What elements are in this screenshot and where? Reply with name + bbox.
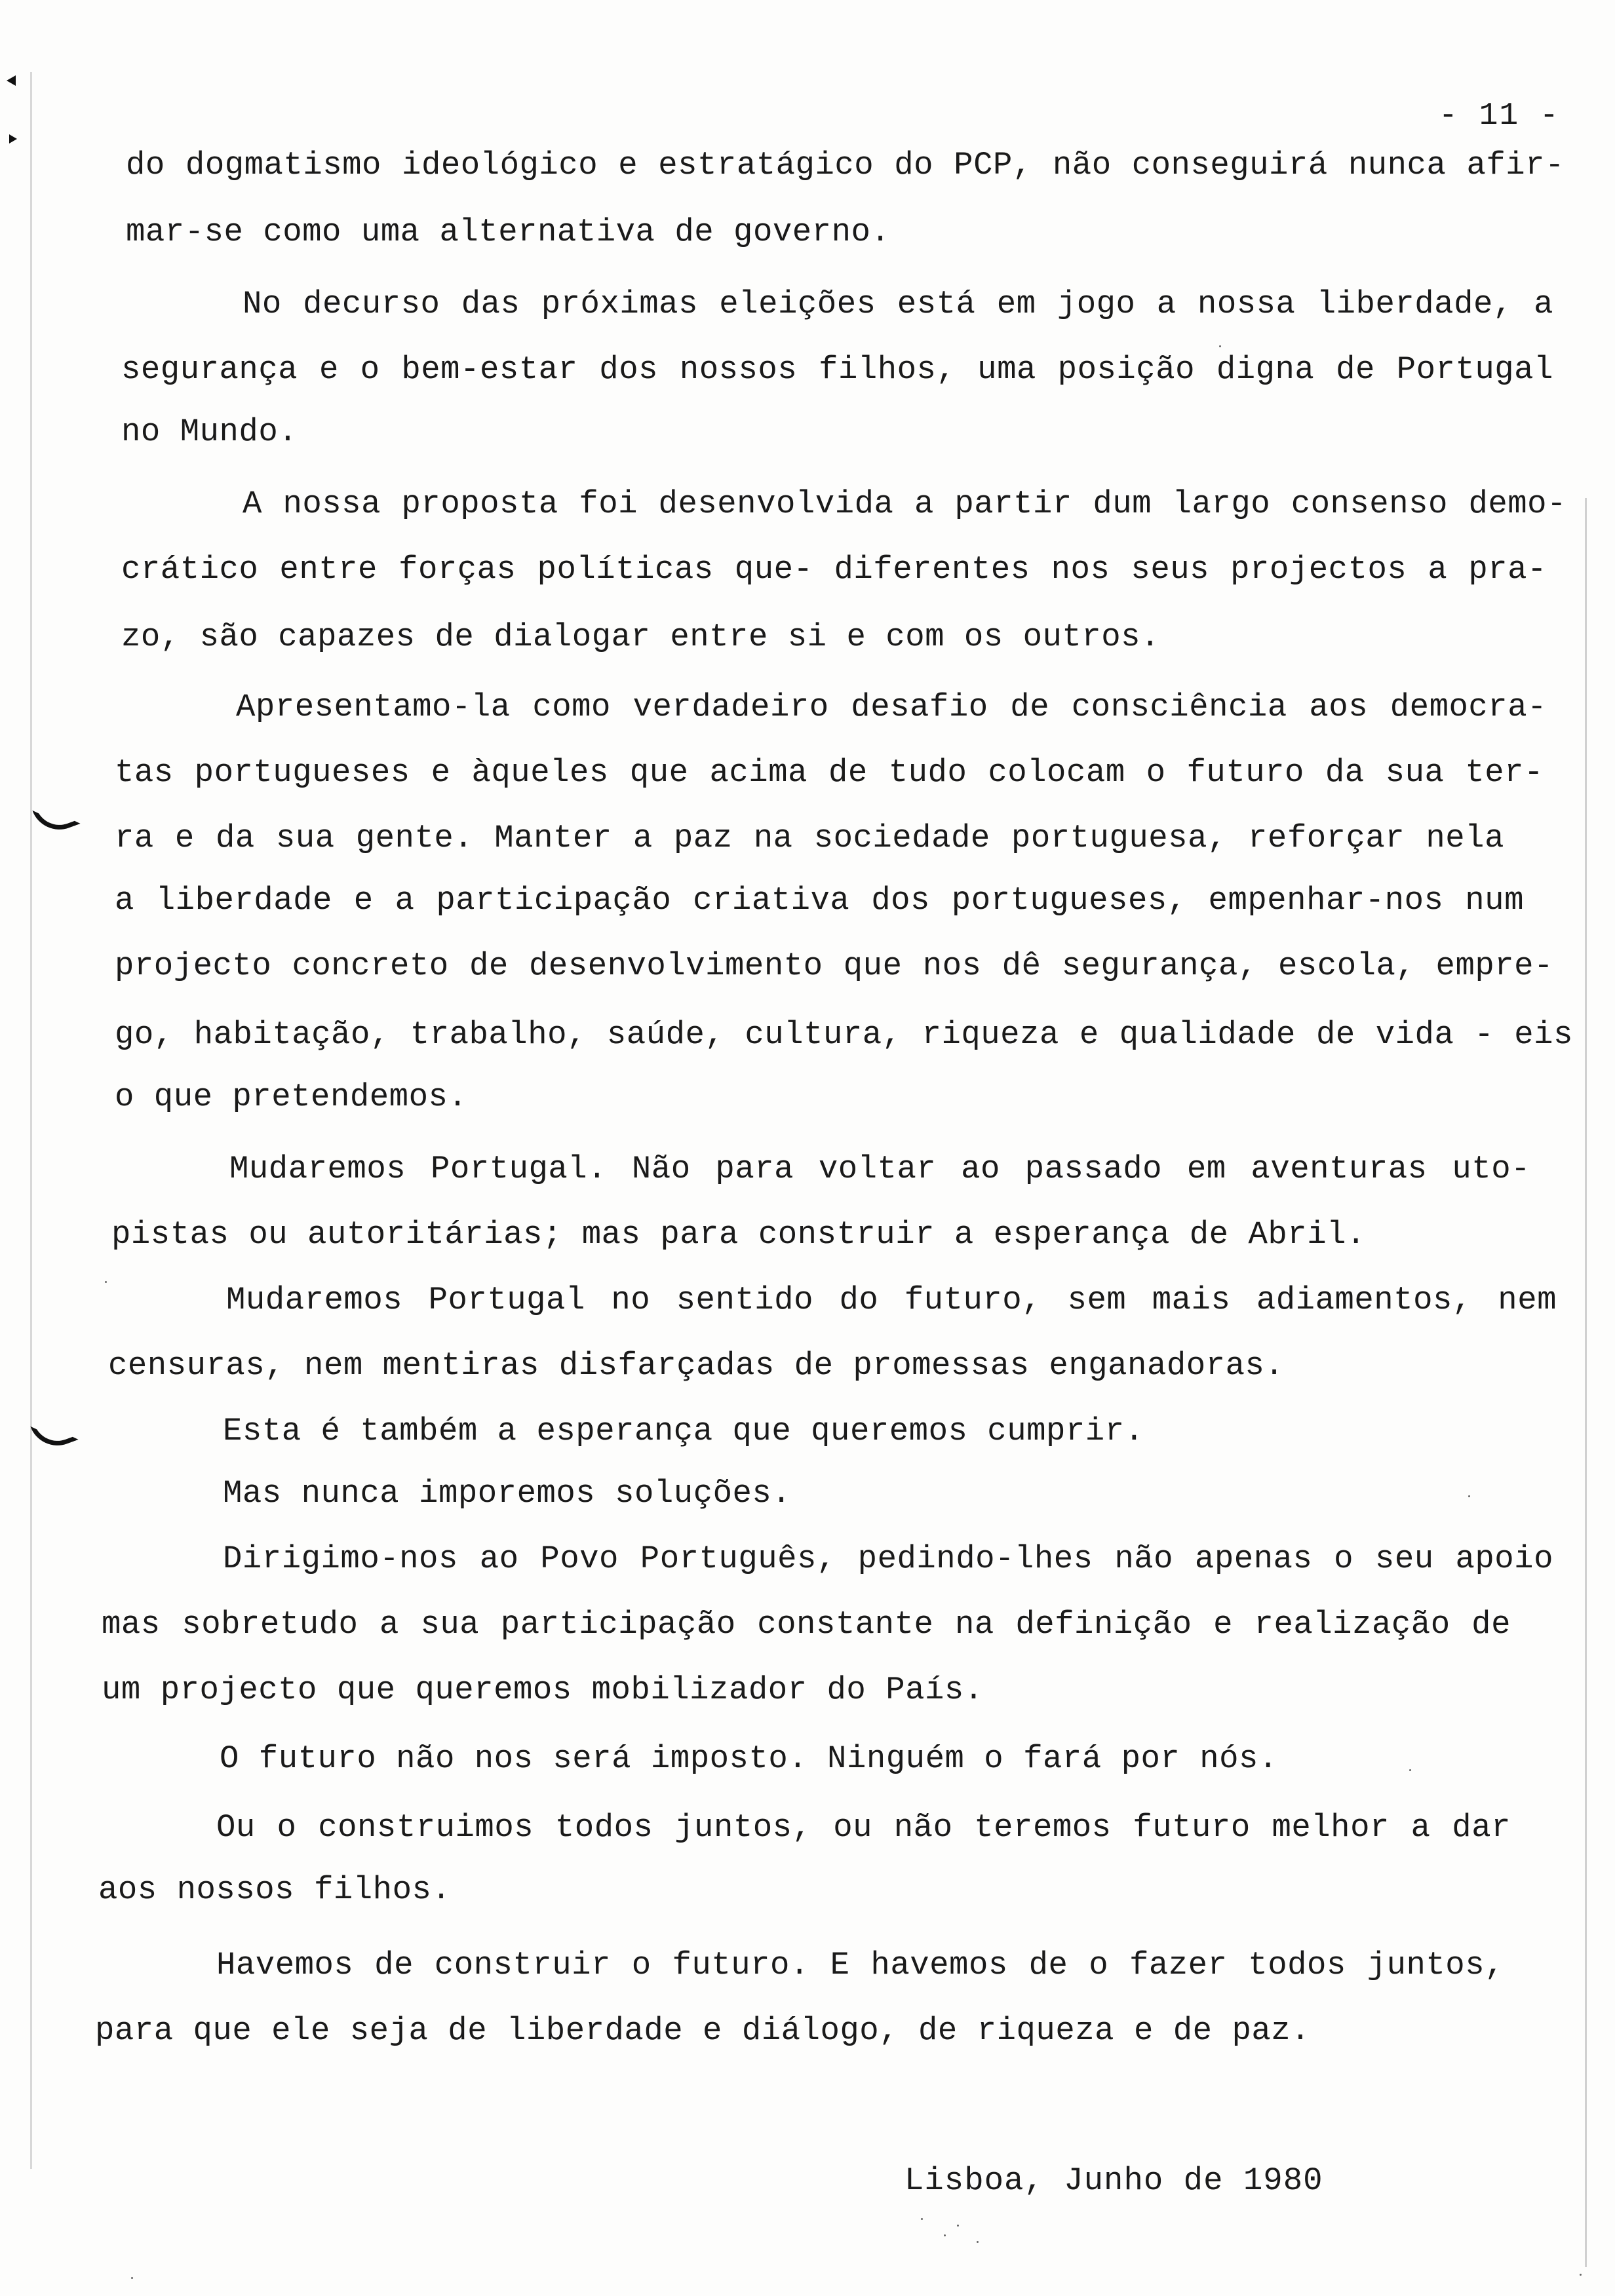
- margin-hook-mark-icon: [32, 797, 80, 838]
- text-line: o que pretendemos.: [115, 1079, 468, 1115]
- scan-speck: [977, 2241, 979, 2243]
- scan-speck: [957, 2225, 959, 2227]
- text-line: Esta é também a esperança que queremos cumprir.: [223, 1413, 1144, 1449]
- text-line: zo, são capazes de dialogar entre si e com os outros.: [121, 619, 1160, 655]
- scan-speck: [1219, 345, 1221, 347]
- left-edge-rule: [30, 72, 32, 2169]
- text-line: censuras, nem mentiras disfarçadas de promessas enganadoras.: [108, 1347, 1285, 1384]
- text-line: um projecto que queremos mobilizador do País.: [102, 1672, 984, 1708]
- margin-hook-mark-icon: [30, 1413, 78, 1454]
- text-line: aos nossos filhos.: [98, 1871, 452, 1908]
- text-line: pistas ou autoritárias; mas para construir a esperança de Abril.: [111, 1216, 1366, 1253]
- text-line: O futuro não nos será imposto. Ninguém o fará por nós.: [220, 1740, 1278, 1777]
- right-edge-rule: [1585, 498, 1587, 2267]
- text-line: Mas nunca imporemos soluções.: [223, 1475, 792, 1512]
- text-line: Apresentamo-la como verdadeiro desafio de consciência aos democra-: [236, 689, 1547, 725]
- scan-speck: [1409, 1769, 1411, 1771]
- place-date-signature: Lisboa, Junho de 1980: [905, 2162, 1323, 2199]
- text-line: crático entre forças políticas que- diferentes nos seus projectos a pra-: [121, 551, 1547, 588]
- text-line: A nossa proposta foi desenvolvida a partir dum largo consenso demo-: [243, 486, 1566, 522]
- page-number: - 11 -: [1439, 98, 1560, 134]
- text-line: No decurso das próximas eleições está em jogo a nossa liberdade, a: [243, 286, 1553, 322]
- text-line: Mudaremos Portugal. Não para voltar ao passado em aventuras uto-: [229, 1151, 1530, 1187]
- text-line: no Mundo.: [121, 413, 298, 450]
- text-line: do dogmatismo ideológico e estratágico do PCP, não conseguirá nunca afir-: [126, 147, 1565, 183]
- text-line: para que ele seja de liberdade e diálogo, de riqueza e de paz.: [95, 2012, 1311, 2049]
- scan-speck: [105, 1281, 107, 1283]
- scan-speck: [1580, 2274, 1582, 2276]
- text-line: tas portugueses e àqueles que acima de tudo colocam o futuro da sua ter-: [115, 754, 1544, 791]
- text-line: Ou o construimos todos juntos, ou não teremos futuro melhor a dar: [216, 1809, 1511, 1846]
- text-line: Havemos de construir o futuro. E havemos de o fazer todos juntos,: [216, 1947, 1504, 1983]
- left-arrow-icon: [9, 134, 17, 144]
- scan-speck: [131, 2277, 133, 2279]
- text-line: mar-se como uma alternativa de governo.: [126, 214, 891, 250]
- scan-speck: [944, 2234, 946, 2236]
- text-line: go, habitação, trabalho, saúde, cultura, riqueza e qualidade de vida - eis: [115, 1016, 1573, 1053]
- text-line: a liberdade e a participação criativa dos portugueses, empenhar-nos num: [115, 882, 1524, 919]
- text-line: segurança e o bem-estar dos nossos filhos, uma posição digna de Portugal: [121, 351, 1553, 388]
- text-line: Mudaremos Portugal no sentido do futuro, sem mais adiamentos, nem: [226, 1282, 1557, 1318]
- scan-speck: [921, 2218, 923, 2220]
- text-line: ra e da sua gente. Manter a paz na sociedade portuguesa, reforçar nela: [115, 820, 1504, 856]
- scan-speck: [1468, 1495, 1470, 1497]
- text-line: mas sobretudo a sua participação constante na definição e realização de: [102, 1606, 1511, 1643]
- text-line: Dirigimo-nos ao Povo Português, pedindo-lhes não apenas o seu apoio: [223, 1540, 1553, 1577]
- text-line: projecto concreto de desenvolvimento que nos dê segurança, escola, empre-: [115, 947, 1553, 984]
- top-left-arrow-icon: [7, 75, 16, 86]
